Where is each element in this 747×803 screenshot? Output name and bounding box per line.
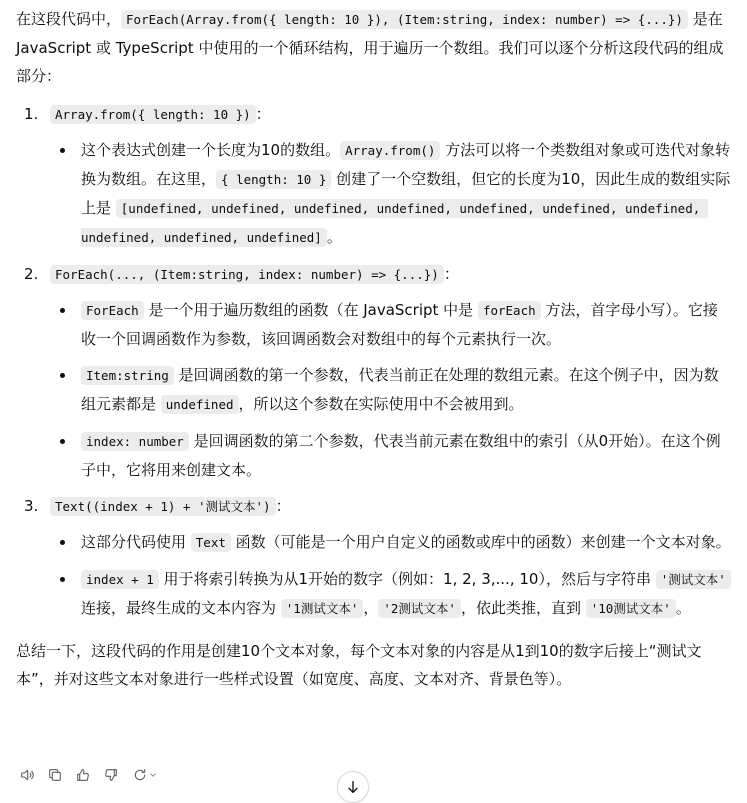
inline-code: Array.from() <box>340 141 440 160</box>
bullet-dot <box>60 577 65 582</box>
bullet-item <box>50 528 732 557</box>
inline-code: '10测试文本' <box>586 599 676 618</box>
bullet-list <box>50 136 732 252</box>
text: 连接，最终生成的文本内容为 <box>81 599 281 617</box>
assistant-message <box>16 5 732 693</box>
text: 方法，首字母小写）。它接收一个回调函数作为参数，该回调函数会对数组中的每个元素执行一次。 <box>81 301 718 348</box>
inline-code: { length: 10 } <box>216 170 331 189</box>
inline-code: ForEach <box>81 301 144 320</box>
text: 方法可以将一个类数组对象或可迭代对象转换为数组。在这里， <box>81 141 731 188</box>
text: ，依此类推，直到 <box>460 599 586 617</box>
list-item-1 <box>16 100 732 252</box>
text: ， <box>363 599 379 617</box>
list-number: 1. <box>24 105 39 123</box>
bullet-list <box>50 528 732 623</box>
good-response-button[interactable] <box>74 764 92 786</box>
intro-paragraph <box>16 5 732 90</box>
bullet-item <box>50 565 732 623</box>
text: ，所以这个参数在实际使用中不会被用到。 <box>238 395 524 413</box>
inline-code: forEach <box>478 301 541 320</box>
inline-code: Item:string <box>81 366 174 385</box>
inline-code: index + 1 <box>81 570 159 589</box>
colon: ： <box>255 105 271 123</box>
bullet-dot <box>60 148 65 153</box>
bullet-item <box>50 296 732 353</box>
inline-code: '2测试文本' <box>378 599 461 618</box>
bullet-item <box>50 136 732 252</box>
thumbs-up-icon <box>75 767 91 783</box>
colon: ： <box>443 265 459 283</box>
bullet-item <box>50 361 732 419</box>
copy-icon <box>47 767 63 783</box>
list-item-3 <box>16 492 732 623</box>
bad-response-button[interactable] <box>102 764 120 786</box>
numbered-list <box>16 100 732 623</box>
inline-code: Text((index + 1) + '测试文本') <box>50 497 276 516</box>
regenerate-button[interactable] <box>130 764 160 786</box>
text: 。 <box>675 599 691 617</box>
inline-code: Text <box>191 533 231 552</box>
text: 这个表达式创建一个长度为10的数组。 <box>81 141 341 159</box>
bullet-dot <box>60 540 65 545</box>
bullet-dot <box>60 308 65 313</box>
arrow-down-icon <box>345 779 361 795</box>
speaker-icon <box>19 767 35 783</box>
read-aloud-button[interactable] <box>18 764 36 786</box>
text: 。 <box>326 228 342 246</box>
inline-code: index: number <box>81 432 189 451</box>
bullet-dot <box>60 439 65 444</box>
scroll-to-bottom-button[interactable] <box>337 771 369 803</box>
list-number: 2. <box>24 265 39 283</box>
inline-code: Array.from({ length: 10 }) <box>50 105 256 124</box>
inline-code: ForEach(Array.from({ length: 10 }), (Item:string, index: number) => {...}) <box>121 10 688 29</box>
text: 创建了一个空数组，但它的长度为10，因此生成的数组实际上是 <box>81 170 731 217</box>
bullet-item <box>50 427 732 484</box>
list-number: 3. <box>24 497 39 515</box>
text: 这部分代码使用 <box>81 533 191 551</box>
text: 函数（可能是一个用户自定义的函数或库中的函数）来创建一个文本对象。 <box>230 533 731 551</box>
message-actions-toolbar <box>18 764 160 786</box>
inline-code: [undefined, undefined, undefined, undefined, undefined, undefined, undefined, undefined, undefined, undefined] <box>81 201 708 245</box>
regenerate-icon <box>132 767 148 783</box>
bullet-dot <box>60 373 65 378</box>
inline-code: ForEach(..., (Item:string, index: number) => {...}) <box>50 265 444 284</box>
intro-text-2: 是在 JavaScript 或 TypeScript 中使用的一个循环结构，用于遍历一个数组。我们可以逐个分析这段代码的组成部分： <box>16 10 724 85</box>
inline-code: '1测试文本' <box>281 599 364 618</box>
text: 是一个用于遍历数组的函数（在 JavaScript 中是 <box>143 301 478 319</box>
intro-text-1: 在这段代码中， <box>16 10 122 28</box>
colon: ： <box>275 497 291 515</box>
text: 用于将索引转换为从1开始的数字（例如：1, 2, 3,..., 10），然后与字符串 <box>158 570 656 588</box>
bullet-list <box>50 296 732 484</box>
inline-code: undefined <box>161 395 239 414</box>
summary-paragraph: 总结一下，这段代码的作用是创建10个文本对象，每个文本对象的内容是从1到10的数字后接上“测试文本”，并对这些文本对象进行一些样式设置（如宽度、高度、文本对齐、背景色等）。 <box>16 642 702 688</box>
copy-button[interactable] <box>46 764 64 786</box>
thumbs-down-icon <box>103 767 119 783</box>
chevron-down-icon <box>148 770 158 780</box>
inline-code: '测试文本' <box>656 570 731 589</box>
text: 是回调函数的第二个参数，代表当前元素在数组中的索引（从0开始）。在这个例子中，它将用来创建文本。 <box>81 432 721 479</box>
list-item-2 <box>16 260 732 484</box>
text: 是回调函数的第一个参数，代表当前正在处理的数组元素。在这个例子中，因为数组元素都是 <box>81 366 719 413</box>
